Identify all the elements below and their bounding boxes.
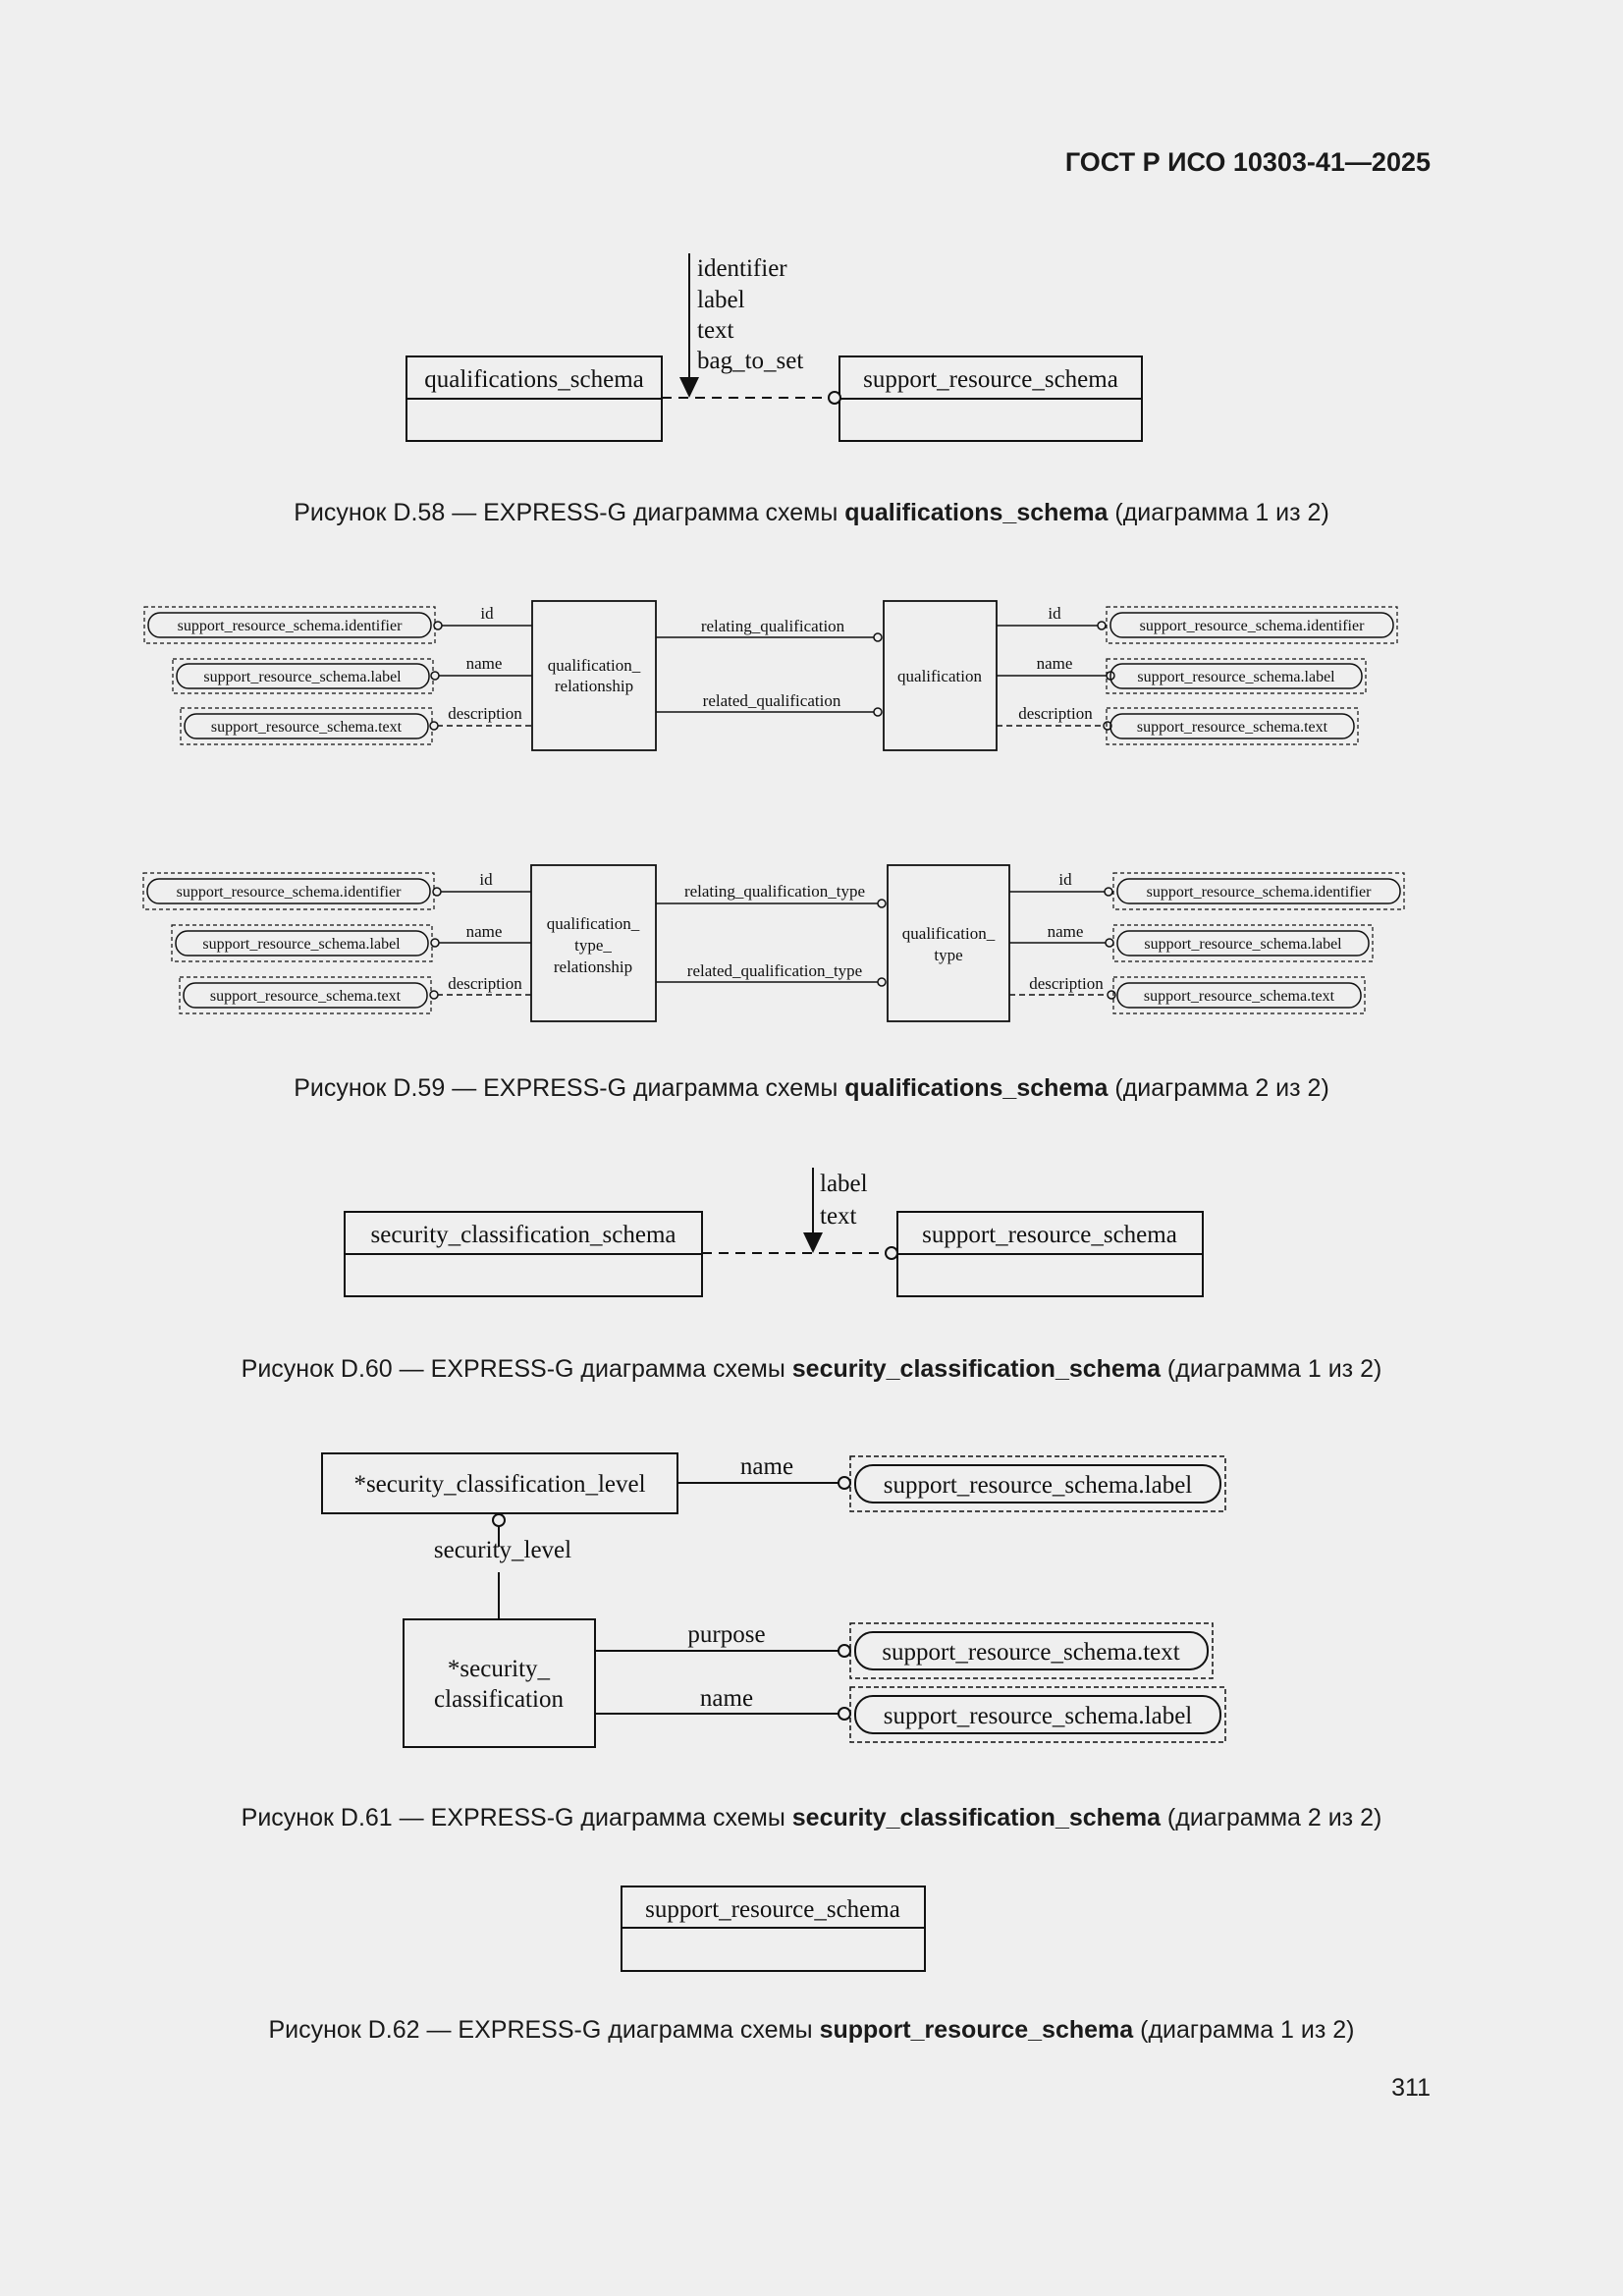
diagram-label: *security_classification_level xyxy=(353,1471,646,1498)
type-text-left-2 xyxy=(180,977,431,1013)
diagram-label: support_resource_schema.label xyxy=(203,669,402,685)
diagram-label: relating_qualification xyxy=(700,617,845,635)
type-label-d61a xyxy=(850,1456,1225,1511)
diagram-label: support_resource_schema.identifier xyxy=(176,884,402,901)
schema-box-qualifications xyxy=(406,356,662,441)
schema-box-support-resource-2 xyxy=(897,1212,1203,1296)
figure-d62 xyxy=(622,1886,925,1971)
diagram-label: name xyxy=(1047,922,1084,941)
diagram-label: security_level xyxy=(433,1537,572,1563)
imported-item: bag_to_set xyxy=(697,348,804,374)
schema-box-security-classification xyxy=(345,1212,702,1296)
figure-d59-upper xyxy=(144,601,1397,750)
figure-d61 xyxy=(322,1453,1225,1747)
diagram-label: *security_ xyxy=(447,1656,551,1682)
diagram-label: relating_qualification_type xyxy=(683,882,866,901)
diagram-label: name xyxy=(739,1453,794,1480)
entity-security-classification-level xyxy=(322,1453,677,1513)
diagram-label: name xyxy=(465,922,503,941)
imported-item: text xyxy=(697,317,734,344)
diagram-label: support_resource_schema xyxy=(922,1222,1177,1248)
imported-item: identifier xyxy=(697,255,787,282)
diagram-label: support_resource_schema.text xyxy=(1143,988,1335,1005)
diagram-label: support_resource_schema.text xyxy=(210,719,403,736)
standard-header: ГОСТ Р ИСО 10303-41—2025 xyxy=(1064,147,1431,177)
diagram-label: qualification xyxy=(897,667,982,685)
reference-circle xyxy=(829,392,840,404)
diagram-label: relationship xyxy=(554,677,634,695)
caption-d60: Рисунок D.60 — EXPRESS-G диаграмма схемы security_classification_schema (диаграмма 1 из 2) xyxy=(241,1355,1382,1383)
diagram-label: related_qualification_type xyxy=(686,961,863,980)
diagram-label: support_resource_schema.label xyxy=(883,1703,1193,1729)
diagram-label: support_resource_schema.label xyxy=(1144,936,1342,953)
diagram-label: type_ xyxy=(574,936,612,955)
diagram-label: support_resource_schema.label xyxy=(883,1472,1193,1499)
diagram-label: qualification_ xyxy=(547,656,641,675)
diagram-label: description xyxy=(1018,704,1093,723)
entity-qualification xyxy=(884,601,997,750)
type-label-right-2 xyxy=(1113,925,1373,961)
diagram-label: qualification_ xyxy=(546,914,640,933)
schema-name: support_resource_schema xyxy=(863,366,1118,393)
diagram-label: description xyxy=(1029,974,1104,993)
diagram-label: related_qualification xyxy=(702,691,841,710)
diagram-label: qualification_ xyxy=(901,924,996,943)
diagram-label: description xyxy=(448,704,522,723)
diagram-label: security_classification_schema xyxy=(370,1222,676,1248)
type-identifier-left-2 xyxy=(143,873,434,909)
type-text-right-2 xyxy=(1113,977,1365,1013)
type-label-right xyxy=(1107,659,1366,693)
caption-d58: Рисунок D.58 — EXPRESS-G диаграмма схемы qualifications_schema (диаграмма 1 из 2) xyxy=(294,499,1329,526)
figure-d59-lower xyxy=(143,865,1404,1021)
type-identifier-right xyxy=(1107,607,1397,643)
diagram-label: id xyxy=(479,870,493,889)
caption-d59: Рисунок D.59 — EXPRESS-G диаграмма схемы qualifications_schema (диаграмма 2 из 2) xyxy=(294,1074,1329,1102)
diagram-label: support_resource_schema.text xyxy=(209,988,402,1005)
diagram-label: id xyxy=(480,604,494,623)
diagram-label: name xyxy=(699,1685,754,1712)
diagram-label: support_resource_schema.text xyxy=(882,1639,1180,1666)
diagram-label: support_resource_schema.identifier xyxy=(177,618,403,634)
diagram-label: support_resource_schema.identifier xyxy=(1146,884,1372,901)
diagram-label: relationship xyxy=(553,957,633,976)
caption-d62: Рисунок D.62 — EXPRESS-G диаграмма схемы support_resource_schema (диаграмма 1 из 2) xyxy=(268,2016,1355,2044)
diagram-label: id xyxy=(1048,604,1061,623)
type-text-left xyxy=(181,708,432,744)
entity-qualification-type xyxy=(888,865,1009,1021)
diagram-label: name xyxy=(1036,654,1073,673)
schema-box-support-resource xyxy=(839,356,1142,441)
figure-d58 xyxy=(406,253,1142,441)
diagram-label: support_resource_schema xyxy=(645,1896,900,1923)
diagram-label: type xyxy=(934,946,963,964)
type-identifier-left xyxy=(144,607,435,643)
schema-name: qualifications_schema xyxy=(424,366,644,393)
diagram-label: description xyxy=(448,974,522,993)
diagram-label: text xyxy=(820,1203,857,1230)
type-text-right xyxy=(1107,708,1358,744)
diagram-label: purpose xyxy=(687,1621,766,1648)
type-label-d61b xyxy=(850,1687,1225,1742)
diagram-label: support_resource_schema.label xyxy=(202,936,401,953)
diagram-label: support_resource_schema.text xyxy=(1136,719,1328,736)
diagram-label: id xyxy=(1058,870,1072,889)
entity-qualification-relationship xyxy=(532,601,656,750)
type-text-d61 xyxy=(850,1623,1213,1678)
entity-qualification-type-relationship xyxy=(531,865,656,1021)
import-arrowhead xyxy=(679,377,699,398)
diagram-label: label xyxy=(820,1171,868,1197)
caption-d61: Рисунок D.61 — EXPRESS-G диаграмма схемы security_classification_schema (диаграмма 2 из 2) xyxy=(241,1804,1382,1831)
diagram-label: support_resource_schema.label xyxy=(1137,669,1335,685)
type-identifier-right-2 xyxy=(1113,873,1404,909)
type-label-left xyxy=(173,659,433,693)
type-label-left-2 xyxy=(172,925,432,961)
diagram-label: support_resource_schema.identifier xyxy=(1139,618,1365,634)
entity-security-classification xyxy=(404,1619,595,1747)
diagram-label: classification xyxy=(434,1686,564,1713)
imported-item: label xyxy=(697,287,745,313)
page-number: 311 xyxy=(1391,2074,1431,2102)
figure-d60 xyxy=(345,1168,1203,1296)
diagram-label: name xyxy=(465,654,503,673)
